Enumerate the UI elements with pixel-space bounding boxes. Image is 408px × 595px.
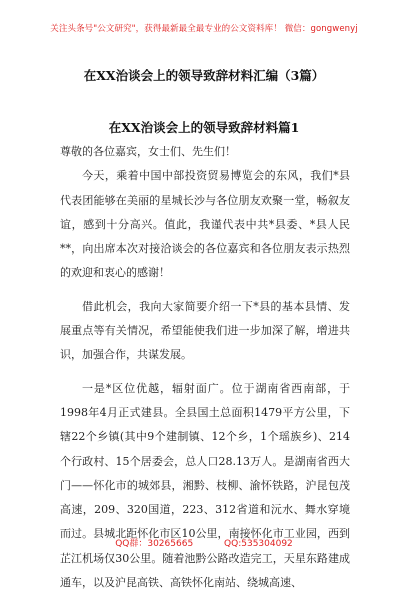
footer-contact: [0, 536, 408, 549]
document-title: 在XX治谈会上的领导致辞材料汇编（3篇）: [83, 68, 325, 83]
paragraph-1: 今天，乘着中国中部投资贸易博览会的东风，我们*县代表团能够在美丽的星城长沙与各位朋友欢聚一堂，畅叙友谊，感到十分高兴。值此，我谨代表中共*县委、*县人民**，向出席本次对接洽谈会的各位嘉宾和各位朋友表示热烈的欢迎和衷心的感谢！: [60, 169, 350, 280]
salutation: 尊敬的各位嘉宾，女士们、先生们！: [60, 145, 236, 158]
paragraph-2: 借此机会，我向大家简要介绍一下*县的基本县情、发展重点等有关情况，希望能使我们进一步加深了解，增进共识，加强合作，共谋发展。: [60, 299, 350, 362]
document-body: [60, 140, 350, 595]
footer-qq-group: QQ群：30265665: [115, 539, 194, 549]
section-title: 在XX治谈会上的领导致辞材料篇1: [108, 120, 300, 135]
paragraph-3: 一是*区位优越，辐射面广。位于湖南省西南部，于1998年4月正式建县。全县国土总面积1479平方公里，下辖22个乡镇(其中9个建制镇、12个乡，1个瑶族乡)、214个行政村、15个居委会，总人口28.13万人。是湖南省西大门——怀化市的城郊县，湘黔、枝柳、渝怀铁路，沪昆包茂高速，209、320国道，223、312省道和沅水、舞水穿境而过。县城北距怀化市区10公里，南接怀化市工业园，西到芷江机场仅30公里。随着池黔公路改造完工，天星东路建成通车，以及沪昆高铁、高铁怀化南站、绕城高速、: [60, 381, 350, 590]
header-banner: 关注头条号"公文研究"，获得最新最全最专业的公文资料库！ 微信：gongwenyj: [50, 24, 358, 34]
footer-qq: QQ:535304092: [224, 539, 293, 549]
